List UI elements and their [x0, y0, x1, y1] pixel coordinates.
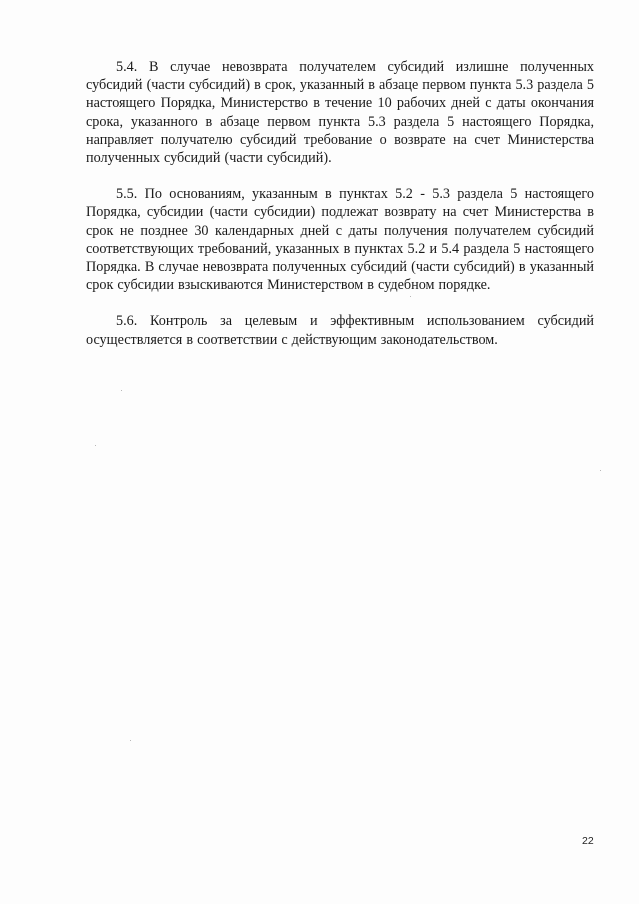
scan-speck — [600, 470, 601, 471]
page-number: 22 — [582, 835, 594, 847]
scan-speck — [130, 740, 131, 741]
scan-speck — [121, 390, 122, 391]
paragraph-5-6: 5.6. Контроль за целевым и эффективным использованием субсидий осуществляется в соответствии с действующим законодательством. — [86, 313, 594, 348]
scan-speck — [95, 445, 96, 446]
paragraph-5-5: 5.5. По основаниям, указанным в пунктах 5.2 - 5.3 раздела 5 настоящего Порядка, субсидии (части субсидии) подлежат возврату на счет Министерства в срок не позднее 30 календарных дней с даты получения получателем субсидий соответствующих требований, указанных в пунктах 5.2 и 5.4 раздела 5 настоящего Порядка. В случае невозврата полученных субсидий (части субсидий) в указанный срок субсидии взыскиваются Министерством в судебном порядке. — [86, 186, 594, 294]
document-body — [86, 58, 594, 349]
scan-speck — [410, 296, 411, 297]
paragraph-5-4: 5.4. В случае невозврата получателем субсидий излишне полученных субсидий (части субсидий) в срок, указанный в абзаце первом пункта 5.3 раздела 5 настоящего Порядка, Министерство в течение 10 рабочих дней с даты окончания срока, указанного в абзаце первом пункта 5.3 раздела 5 настоящего Порядка, направляет получателю субсидий требование о возврате на счет Министерства полученных субсидий (части субсидий). — [86, 59, 594, 167]
